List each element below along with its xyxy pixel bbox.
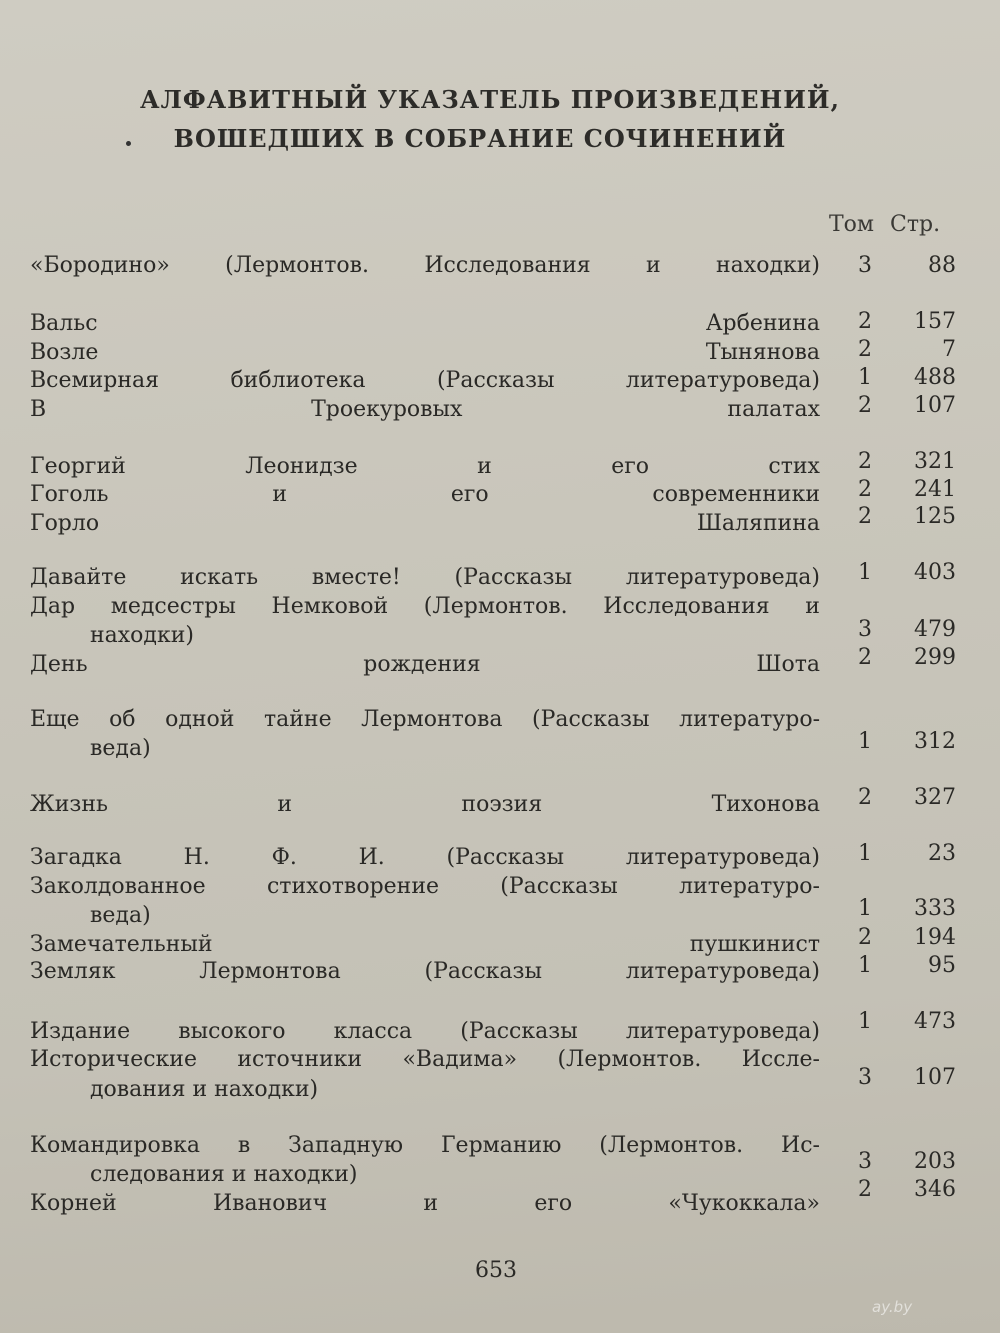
- page-ref: 7: [942, 337, 956, 362]
- volume-number: 3: [858, 617, 872, 642]
- volume-number: 2: [858, 337, 872, 362]
- volume-number: 3: [858, 253, 872, 278]
- page-ref: 321: [914, 449, 956, 474]
- entry-line: Земляк Лермонтова (Рассказы литературоведа): [30, 959, 820, 984]
- volume-number: 1: [858, 729, 872, 754]
- page-title-line2: ВОШЕДШИХ В СОБРАНИЕ СОЧИНЕНИЙ: [173, 124, 787, 153]
- entry-line: веда): [90, 903, 151, 928]
- bullet-dot: [126, 141, 131, 146]
- page-ref: 488: [914, 365, 956, 390]
- page-ref: 299: [914, 645, 956, 670]
- entry-line: веда): [90, 736, 151, 761]
- column-header-str: Стр.: [890, 212, 941, 237]
- volume-number: 1: [858, 841, 872, 866]
- entry-line: «Бородино» (Лермонтов. Исследования и находки): [30, 253, 820, 278]
- volume-number: 1: [858, 560, 872, 585]
- volume-number: 3: [858, 1149, 872, 1174]
- entry-line: Гоголь и его современники: [30, 482, 820, 507]
- entry-line: Заколдованное стихотворение (Рассказы литературо-: [30, 874, 820, 899]
- page-ref: 23: [928, 841, 956, 866]
- volume-number: 2: [858, 645, 872, 670]
- volume-number: 2: [858, 309, 872, 334]
- page-ref: 333: [914, 896, 956, 921]
- page-ref: 327: [914, 785, 956, 810]
- page-ref: 107: [914, 1065, 956, 1090]
- page-ref: 107: [914, 393, 956, 418]
- entry-line: Вальс Арбенина: [30, 311, 820, 336]
- page-ref: 88: [928, 253, 956, 278]
- page-ref: 241: [914, 477, 956, 502]
- column-header-tom: Том: [829, 212, 875, 237]
- entry-line: Исторические источники «Вадима» (Лермонтов. Иссле-: [30, 1047, 820, 1072]
- volume-number: 1: [858, 1009, 872, 1034]
- volume-number: 2: [858, 393, 872, 418]
- watermark: ay.by: [872, 1298, 913, 1316]
- page-ref: 194: [914, 925, 956, 950]
- volume-number: 2: [858, 1177, 872, 1202]
- page-ref: 157: [914, 309, 956, 334]
- entry-line: Загадка Н. Ф. И. (Рассказы литературоведа): [30, 845, 820, 870]
- volume-number: 2: [858, 925, 872, 950]
- page-ref: 403: [914, 560, 956, 585]
- volume-number: 2: [858, 449, 872, 474]
- page-ref: 473: [914, 1009, 956, 1034]
- entry-line: День рождения Шота: [30, 652, 820, 677]
- entry-line: Замечательный пушкинист: [30, 932, 820, 957]
- entry-line: Всемирная библиотека (Рассказы литературоведа): [30, 368, 820, 393]
- page-number: 653: [475, 1258, 517, 1283]
- page-ref: 95: [928, 953, 956, 978]
- volume-number: 1: [858, 953, 872, 978]
- page-ref: 203: [914, 1149, 956, 1174]
- volume-number: 2: [858, 785, 872, 810]
- entry-line: Давайте искать вместе! (Рассказы литературоведа): [30, 565, 820, 590]
- page-ref: 312: [914, 729, 956, 754]
- volume-number: 1: [858, 365, 872, 390]
- entry-line: Еще об одной тайне Лермонтова (Рассказы литературо-: [30, 707, 820, 732]
- page-title-line1: АЛФАВИТНЫЙ УКАЗАТЕЛЬ ПРОИЗВЕДЕНИЙ,: [140, 85, 840, 114]
- page-ref: 346: [914, 1177, 956, 1202]
- volume-number: 3: [858, 1065, 872, 1090]
- entry-line: дования и находки): [90, 1077, 319, 1102]
- entry-line: Горло Шаляпина: [30, 511, 820, 536]
- entry-line: Дар медсестры Немковой (Лермонтов. Исследования и: [30, 594, 820, 619]
- entry-line: Возле Тынянова: [30, 340, 820, 365]
- volume-number: 2: [858, 504, 872, 529]
- entry-line: Жизнь и поэзия Тихонова: [30, 792, 820, 817]
- entry-line: следования и находки): [90, 1162, 358, 1187]
- volume-number: 1: [858, 896, 872, 921]
- entry-line: В Троекуровых палатах: [30, 397, 820, 422]
- entry-line: Корней Иванович и его «Чукоккала»: [30, 1191, 820, 1216]
- entry-line: Издание высокого класса (Рассказы литературоведа): [30, 1019, 820, 1044]
- page-ref: 479: [914, 617, 956, 642]
- entry-line: Командировка в Западную Германию (Лермонтов. Ис-: [30, 1133, 820, 1158]
- volume-number: 2: [858, 477, 872, 502]
- page-ref: 125: [914, 504, 956, 529]
- entry-line: Георгий Леонидзе и его стих: [30, 454, 820, 479]
- entry-line: находки): [90, 623, 194, 648]
